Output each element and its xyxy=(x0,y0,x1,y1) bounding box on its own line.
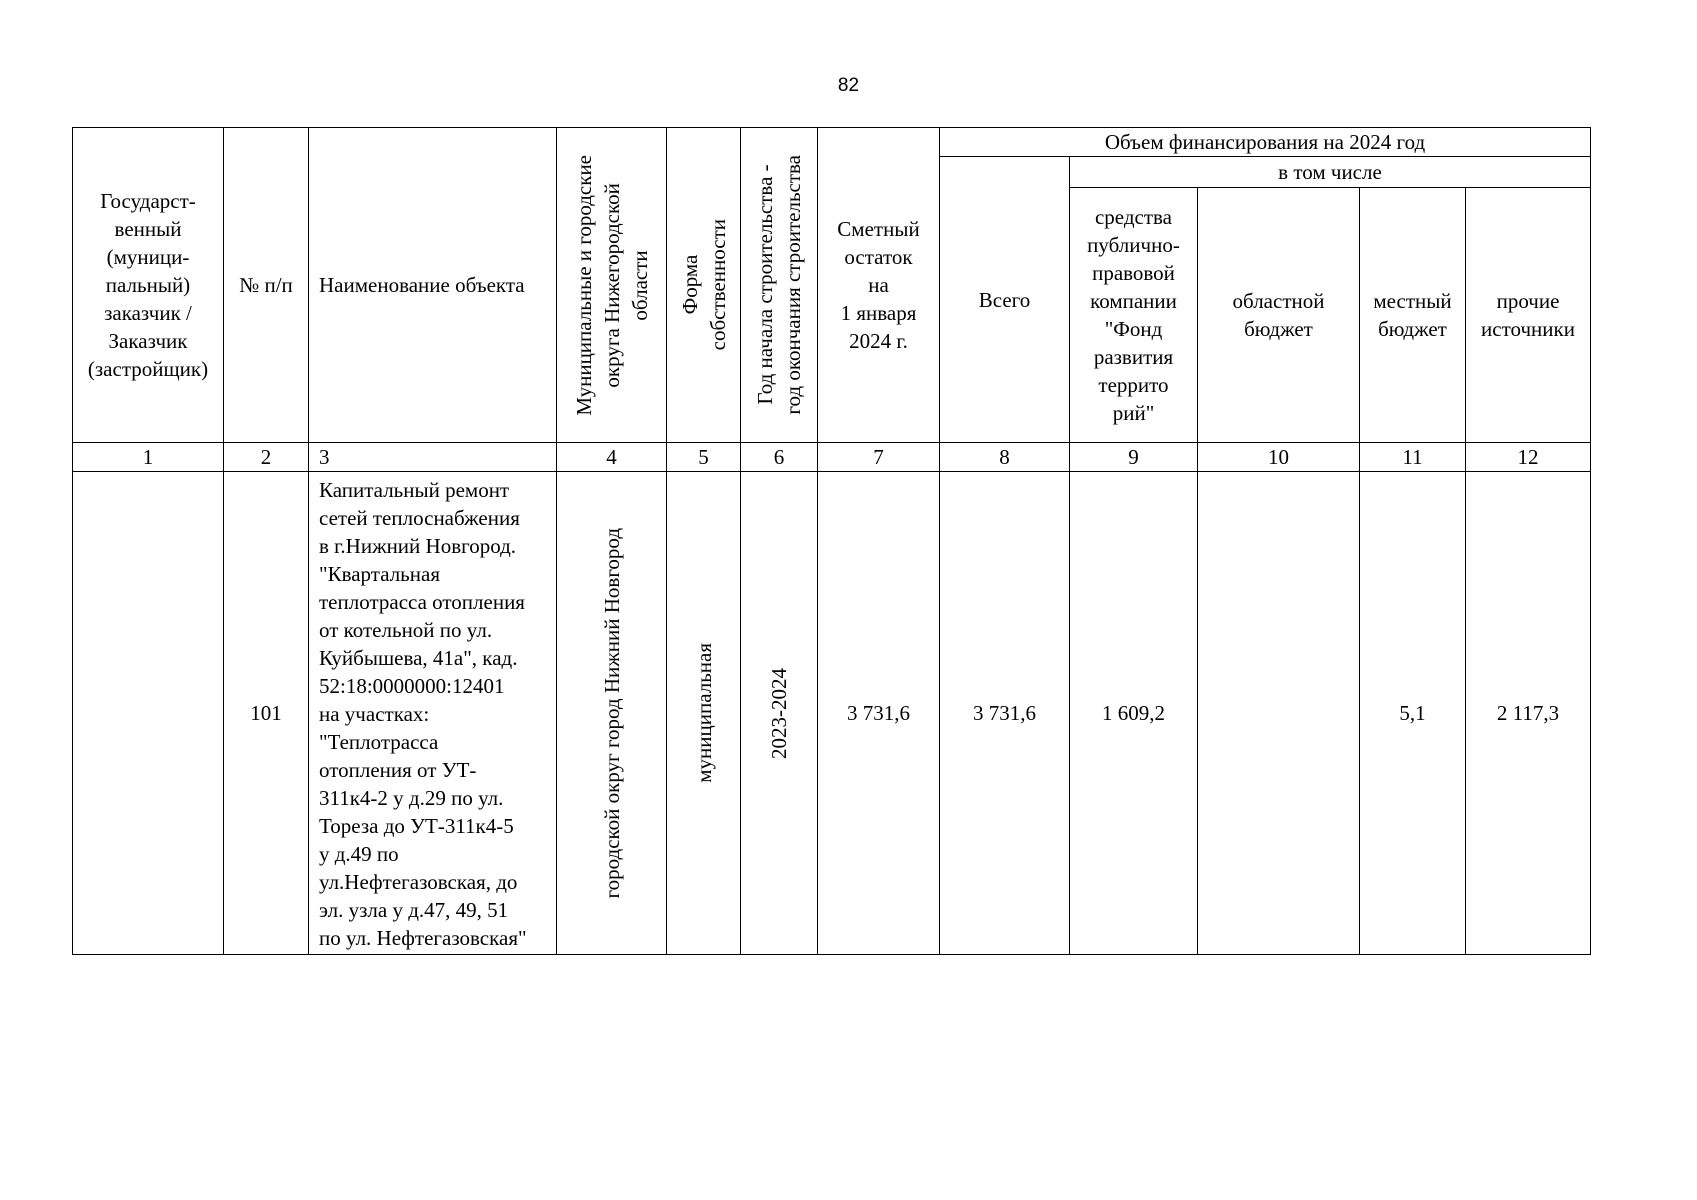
cell-municipality: городской округ город Нижний Новгород xyxy=(557,472,667,955)
header-regional-budget: областной бюджет xyxy=(1198,188,1360,443)
header-number: № п/п xyxy=(224,128,309,443)
column-number: 5 xyxy=(667,443,741,472)
header-total: Всего xyxy=(940,157,1070,443)
cell-years: 2023-2024 xyxy=(741,472,818,955)
financing-table xyxy=(72,127,1591,955)
column-number: 2 xyxy=(224,443,309,472)
page-number: 82 xyxy=(837,75,860,96)
cell-object-name: Капитальный ремонт сетей теплоснабжения в г.Нижний Новгород. "Квартальная теплотрасса отопления от котельной по ул. Куйбышева, 41а", кад. 52:18:0000000:12401 на участках: "Теплотрасса отопления от УТ- 311к4-2 у д.29 по ул. Тореза до УТ-311к4-5 у д.49 по ул.Нефтегазовская, до эл. узла у д.47, 49, 51 по ул. Нефтегазовская" xyxy=(309,472,557,955)
column-number: 3 xyxy=(309,443,557,472)
header-including-group: в том числе xyxy=(1070,157,1591,188)
header-municipality: Муниципальные и городские округа Нижегородской области xyxy=(557,128,667,443)
header-local-budget: местный бюджет xyxy=(1360,188,1466,443)
column-number: 4 xyxy=(557,443,667,472)
header-other-sources: прочие источники xyxy=(1466,188,1591,443)
column-number: 6 xyxy=(741,443,818,472)
column-number: 10 xyxy=(1198,443,1360,472)
header-object-name: Наименование объекта xyxy=(309,128,557,443)
column-numbers-row xyxy=(73,443,1591,472)
cell-total: 3 731,6 xyxy=(940,472,1070,955)
header-fund: средства публично- правовой компании "Фонд развития террито рий" xyxy=(1070,188,1198,443)
cell-ownership: муниципальная xyxy=(667,472,741,955)
cell-estimated-balance: 3 731,6 xyxy=(818,472,940,955)
header-ownership: Форма собственности xyxy=(667,128,741,443)
header-years: Год начала строительства - год окончания строительства xyxy=(741,128,818,443)
cell-other-sources: 2 117,3 xyxy=(1466,472,1591,955)
cell-regional-budget xyxy=(1198,472,1360,955)
column-number: 11 xyxy=(1360,443,1466,472)
cell-fund: 1 609,2 xyxy=(1070,472,1198,955)
cell-local-budget: 5,1 xyxy=(1360,472,1466,955)
column-number: 1 xyxy=(73,443,224,472)
column-number: 12 xyxy=(1466,443,1591,472)
column-number: 7 xyxy=(818,443,940,472)
cell-customer xyxy=(73,472,224,955)
header-estimated-balance: Сметный остаток на 1 января 2024 г. xyxy=(818,128,940,443)
column-number: 8 xyxy=(940,443,1070,472)
table-row xyxy=(73,472,1591,955)
cell-number: 101 xyxy=(224,472,309,955)
header-financing-group: Объем финансирования на 2024 год xyxy=(940,128,1591,157)
column-number: 9 xyxy=(1070,443,1198,472)
header-customer: Государст- венный (муници- пальный) заказчик / Заказчик (застройщик) xyxy=(73,128,224,443)
